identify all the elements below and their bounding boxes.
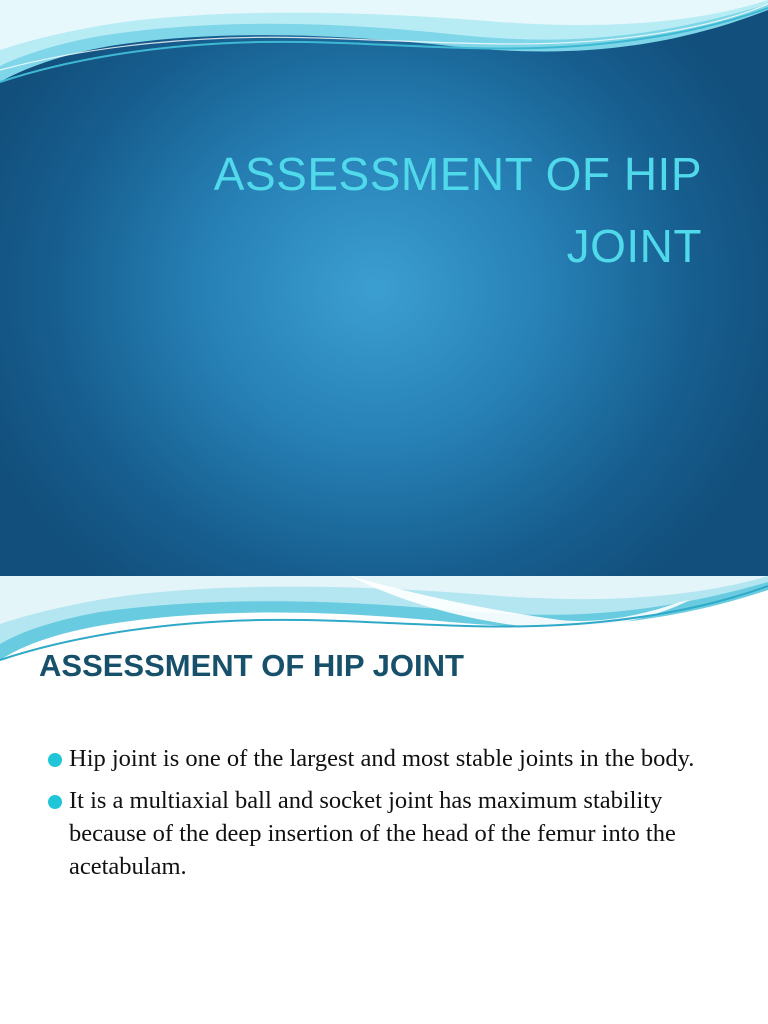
content-slide — [0, 576, 768, 1024]
bullet-text: It is a multiaxial ball and socket joint has maximum stability because of the deep insertion of the head of the femur into the acetabulam. — [69, 787, 676, 880]
list-item — [48, 742, 738, 775]
wave-decoration-top — [0, 0, 768, 90]
slide-title: ASSESSMENT OF HIP JOINT — [39, 648, 464, 683]
bullet-list — [48, 742, 738, 892]
list-item — [48, 784, 738, 883]
bullet-icon — [48, 753, 62, 767]
bullet-text: Hip joint is one of the largest and most stable joints in the body. — [69, 745, 695, 772]
slide-title: ASSESSMENT OF HIP JOINT — [213, 148, 702, 272]
bullet-icon — [48, 795, 62, 809]
